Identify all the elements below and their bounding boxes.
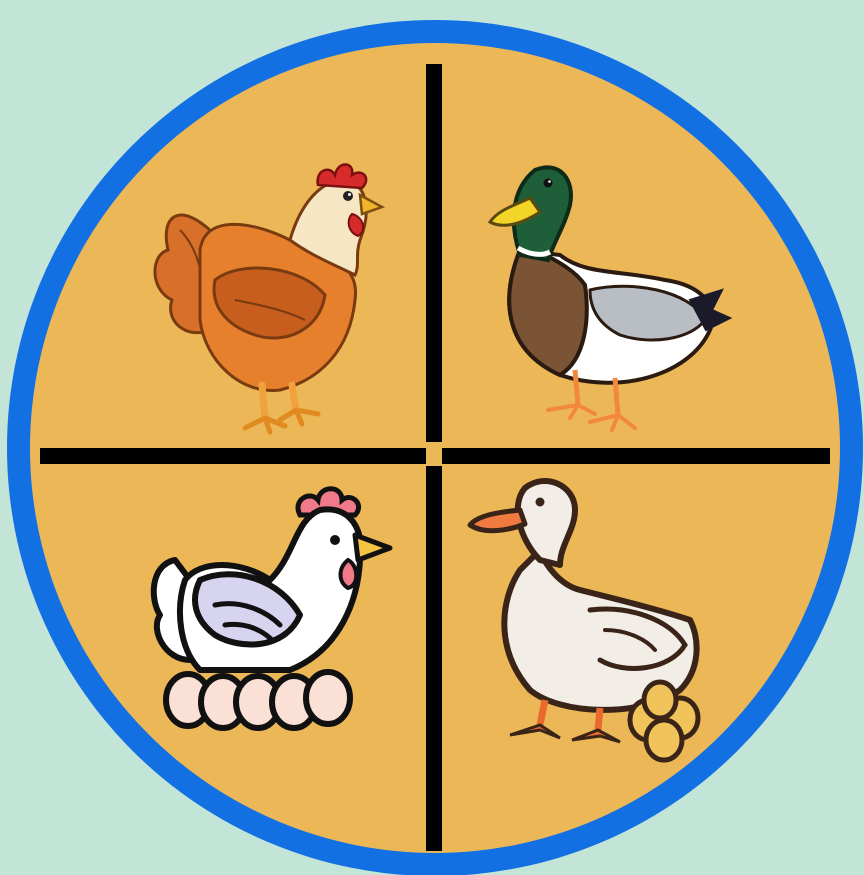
horizontal-divider-left xyxy=(40,448,426,464)
vertical-divider-bottom xyxy=(426,466,442,851)
horizontal-divider-right xyxy=(442,448,830,464)
vertical-divider-top xyxy=(426,64,442,442)
